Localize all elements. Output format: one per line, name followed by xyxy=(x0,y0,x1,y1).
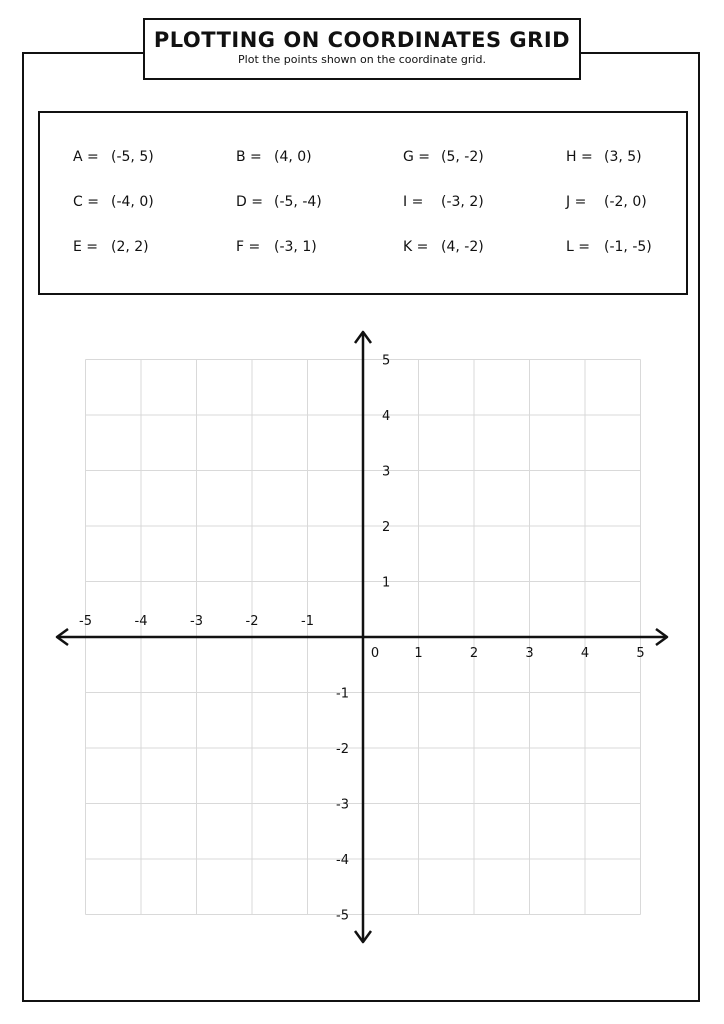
x-tick-label: 5 xyxy=(636,646,645,661)
point-b: B = (4, 0) xyxy=(236,149,312,165)
x-tick-label: 4 xyxy=(580,646,590,661)
y-tick-label: 4 xyxy=(382,409,391,424)
y-tick-label: -5 xyxy=(336,908,349,924)
y-tick-label: 3 xyxy=(382,464,391,480)
y-tick-label: -3 xyxy=(336,797,349,813)
x-tick-label: 3 xyxy=(525,646,534,661)
x-tick-label: -2 xyxy=(245,614,259,629)
point-k: K = (4, -2) xyxy=(403,239,484,255)
x-tick-label: -5 xyxy=(79,614,92,629)
y-tick-label: 2 xyxy=(382,520,391,535)
y-tick-label: -2 xyxy=(336,742,349,757)
x-tick-label: -4 xyxy=(134,614,148,629)
point-j: J = (-2, 0) xyxy=(566,194,647,210)
x-tick-label: -1 xyxy=(301,614,314,629)
x-tick-label: 1 xyxy=(414,646,423,661)
point-l: L = (-1, -5) xyxy=(566,239,652,255)
point-c: C = (-4, 0) xyxy=(73,194,154,210)
y-tick-label: -1 xyxy=(336,686,349,702)
point-d: D = (-5, -4) xyxy=(236,194,322,210)
x-tick-label: 2 xyxy=(469,646,479,661)
x-tick-label: 0 xyxy=(370,646,380,661)
point-e: E = (2, 2) xyxy=(73,239,149,255)
y-tick-label: 1 xyxy=(382,575,391,591)
point-h: H = (3, 5) xyxy=(566,149,642,165)
y-tick-label: 5 xyxy=(382,353,391,369)
point-a: A = (-5, 5) xyxy=(73,149,154,165)
x-tick-label: -3 xyxy=(190,614,203,629)
page-subtitle: Plot the points shown on the coordinate grid. xyxy=(238,53,486,66)
y-tick-label: -4 xyxy=(336,853,349,868)
point-f: F = (-3, 1) xyxy=(236,239,317,255)
page-title: PLOTTING ON COORDINATES GRID xyxy=(153,28,571,52)
point-g: G = (5, -2) xyxy=(403,149,484,165)
point-i: I = (-3, 2) xyxy=(403,194,484,210)
